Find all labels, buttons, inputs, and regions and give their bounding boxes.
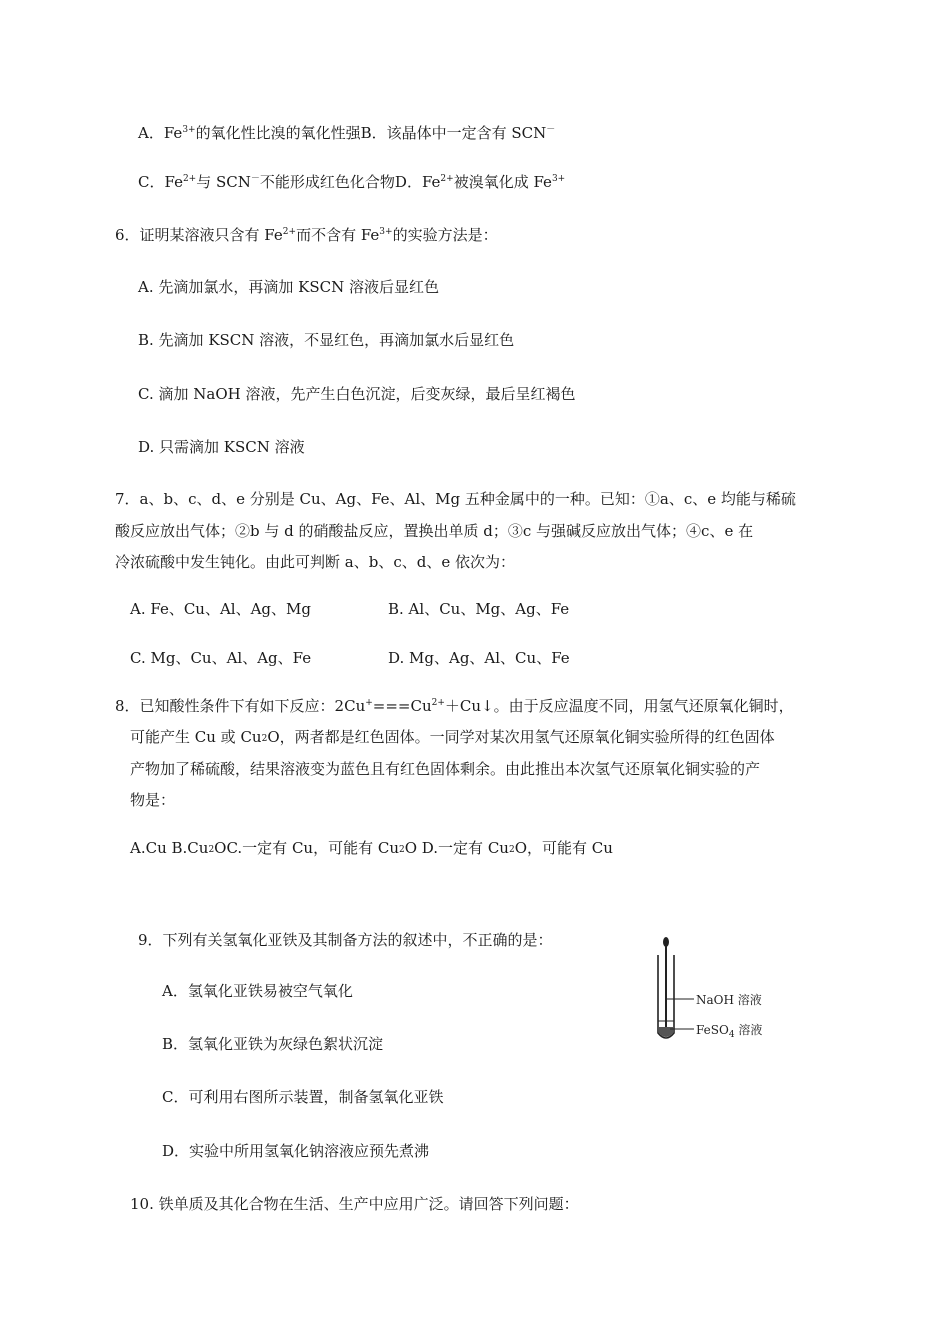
q7-stem-line-2: 酸反应放出气体；②b 与 d 的硝酸盐反应，置换出单质 d；③c 与强碱反应放出气体；④c、e 在 [115,522,754,540]
q8-stem-line-2: 可能产生 Cu 或 $Cu_2O$，两者都是红色固体。一同学对某次用氢气还原氧化铜实验所得的红色固体 [130,728,775,746]
q7-stem-line-3: 冷浓硫酸中发生钝化。由此可判断 a、b、c、d、e 依次为： [115,553,515,571]
q7-option-a: A. Fe、Cu、Al、Ag、Mg [130,600,311,618]
q9-option-a: A．氢氧化亚铁易被空气氧化 [162,982,353,1000]
q6-stem: 6．证明某溶液只含有 $Fe^{2+}$而不含有 $Fe^{3+}$的实验方法是： [115,226,498,244]
q8-stem-line-3: 产物加了稀硫酸，结果溶液变为蓝色且有红色固体剩余。由此推出本次氢气还原氧化铜实验的产 [130,760,761,778]
q5-option-d: D．$Fe^{2+}$被溴氧化成 $Fe^{3+}$ [394,173,566,191]
feso4-label: FeSO$_4$ 溶液 [696,1023,763,1040]
q5-option-c: C．$Fe^{2+}$与 SCN－不能形成红色化合物 [138,173,395,191]
q6-option-a: A. 先滴加氯水，再滴加 KSCN 溶液后显红色 [138,278,439,296]
q9-stem: 9．下列有关氢氧化亚铁及其制备方法的叙述中，不正确的是： [138,931,553,949]
q5-option-b: B．该晶体中一定含有 SCN－ [360,124,556,142]
q7-stem-line-1: 7．a、b、c、d、e 分别是 Cu、Ag、Fe、Al、Mg 五种金属中的一种。已知：①a、c、e 均能与稀硫 [115,490,796,508]
q7-option-c: C. Mg、Cu、Al、Ag、Fe [130,649,312,667]
q5-option-a-b-line [138,123,555,143]
q8-answer-options: A.Cu $B.Cu_2OC$.一定有 Cu，可能有 $Cu_2O$ D.一定有 $Cu_2O$，可能有 Cu [130,839,613,857]
q8-stem-line-4: 物是： [130,791,176,809]
naoh-label: NaOH 溶液 [696,993,762,1007]
test-tube-figure [650,935,780,1045]
q7-option-d: D. Mg、Ag、Al、Cu、Fe [388,649,570,667]
q6-option-c: C. 滴加 NaOH 溶液，先产生白色沉淀，后变灰绿，最后呈红褐色 [138,385,576,403]
q9-option-d: D．实验中所用氢氧化钠溶液应预先煮沸 [162,1142,430,1160]
q9-option-c: C．可利用右图所示装置，制备氢氧化亚铁 [162,1088,444,1106]
q8-stem-line-1: 8．已知酸性条件下有如下反应：$2Cu^+===Cu^{2+}+Cu↓$。由于反应温度不同，用氢气还原氧化铜时， [115,697,794,715]
q5-option-a: A．$Fe^{3+}$的氧化性比溴的氧化性强 [138,124,361,142]
q7-option-b: B. Al、Cu、Mg、Ag、Fe [388,600,570,618]
q9-option-b: B．氢氧化亚铁为灰绿色絮状沉淀 [162,1035,384,1053]
q6-option-d: D. 只需滴加 KSCN 溶液 [138,438,305,456]
q10-stem: 10. 铁单质及其化合物在生活、生产中应用广泛。请回答下列问题： [130,1195,579,1213]
q6-option-b: B. 先滴加 KSCN 溶液，不显红色，再滴加氯水后显红色 [138,331,515,349]
q5-option-c-d-line [138,172,565,192]
